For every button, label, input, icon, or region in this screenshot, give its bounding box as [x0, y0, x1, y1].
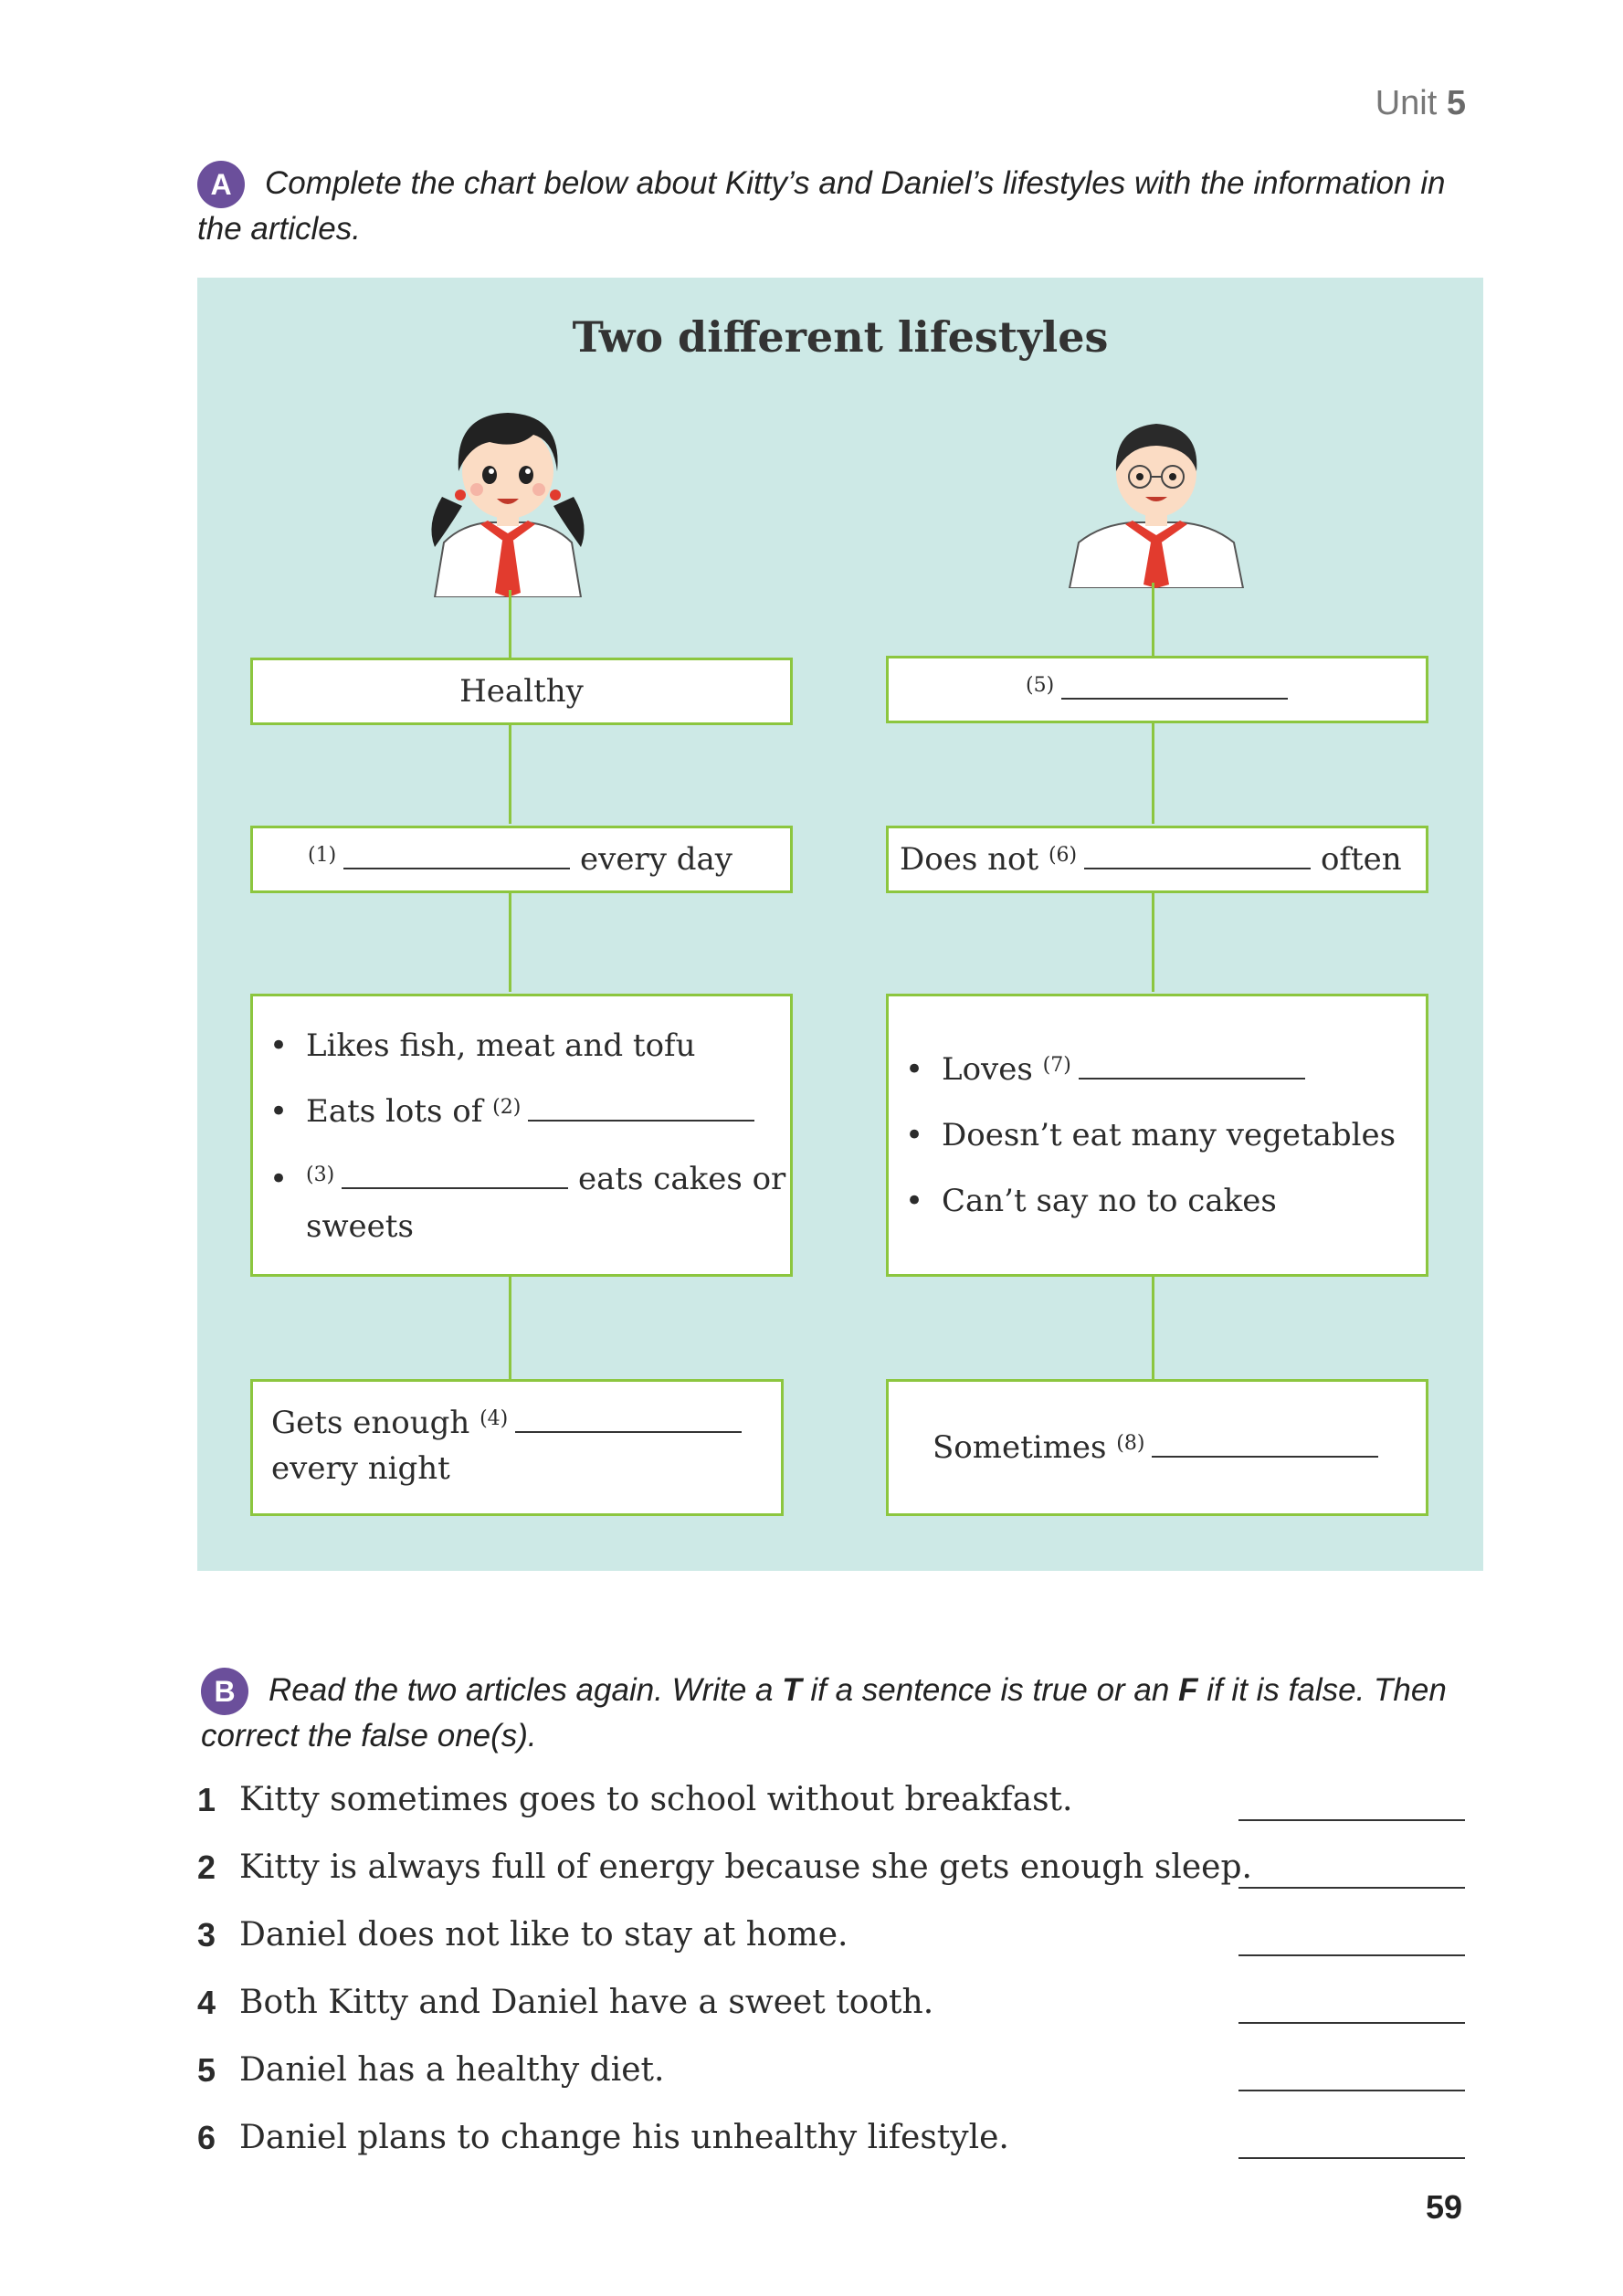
answer-line[interactable] [1238, 2090, 1465, 2091]
unit-word: Unit [1375, 84, 1438, 122]
list-item [889, 1102, 1426, 1168]
daniel-box-2 [886, 826, 1428, 893]
question-number: 6 [197, 2119, 216, 2156]
daniel-box-3 [886, 994, 1428, 1277]
answer-blank-1[interactable] [343, 840, 570, 869]
kitty-box-4-text: Gets enough [271, 1405, 470, 1441]
list-item [253, 1079, 790, 1144]
answer-line[interactable] [1238, 1887, 1465, 1889]
daniel-box-4 [886, 1379, 1428, 1516]
answer-blank-6[interactable] [1084, 840, 1311, 869]
false-letter: F [1178, 1672, 1198, 1708]
list-item-text: Eats lots of [306, 1093, 483, 1130]
answer-line[interactable] [1238, 2022, 1465, 2024]
blank-number: (5) [1026, 674, 1055, 697]
question-number: 3 [197, 1916, 216, 1954]
blank-number: (4) [480, 1407, 509, 1430]
answer-blank-4[interactable] [515, 1404, 742, 1433]
section-b-badge: B [201, 1668, 248, 1715]
daniel-box-4-text: Sometimes [933, 1429, 1107, 1466]
list-item [889, 1168, 1426, 1234]
list-item [253, 1013, 790, 1079]
list-item-text: eats cakes or sweets [306, 1161, 786, 1245]
question-number: 1 [197, 1781, 216, 1818]
section-a-badge: A [197, 161, 245, 208]
answer-blank-8[interactable] [1152, 1428, 1378, 1458]
answer-blank-2[interactable] [528, 1092, 754, 1122]
question-text: Kitty sometimes goes to school without breakfast. [239, 1781, 1073, 1818]
question-text: Kitty is always full of energy because she gets enough sleep. [239, 1848, 1252, 1886]
list-item-text: Loves [942, 1051, 1033, 1088]
daniel-box-2-text-2: often [1320, 841, 1402, 878]
question-row [197, 1984, 1476, 2035]
connector-line [1152, 583, 1154, 656]
connector-line [509, 590, 511, 658]
blank-number: (1) [308, 844, 337, 867]
question-number: 4 [197, 1984, 216, 2021]
question-row [197, 1916, 1476, 1967]
daniel-box-2-text: Does not [900, 841, 1039, 878]
list-item [889, 1037, 1426, 1102]
daniel-box-1 [886, 656, 1428, 723]
blank-number: (7) [1042, 1054, 1071, 1077]
answer-blank-5[interactable] [1061, 670, 1288, 700]
answer-blank-3[interactable] [342, 1160, 568, 1189]
connector-line [509, 891, 511, 992]
instruction-text: Read the two articles again. Write a [269, 1672, 774, 1708]
connector-line [1152, 891, 1154, 992]
kitty-box-4-text-2: every night [271, 1450, 450, 1487]
answer-line[interactable] [1238, 1954, 1465, 1956]
kitty-box-1-text: Healthy [459, 673, 584, 710]
kitty-box-2 [250, 826, 793, 893]
question-text: Daniel plans to change his unhealthy lifestyle. [239, 2119, 1009, 2156]
section-a-instruction: Complete the chart below about Kitty’s and Daniel’s lifestyles with the information in the articles. [197, 165, 1446, 247]
section-b-instruction [201, 1668, 1489, 1759]
question-row [197, 2051, 1476, 2102]
connector-line [509, 723, 511, 824]
question-text: Both Kitty and Daniel have a sweet tooth. [239, 1984, 934, 2021]
answer-line[interactable] [1238, 1819, 1465, 1821]
daniel-illustration [1065, 396, 1248, 588]
question-number: 2 [197, 1848, 216, 1886]
list-item [253, 1144, 790, 1250]
kitty-box-1 [250, 658, 793, 725]
list-item-text: Doesn’t eat many vegetables [942, 1117, 1396, 1153]
kitty-box-2-text: every day [579, 841, 732, 878]
question-row [197, 1848, 1476, 1900]
question-row [197, 1781, 1476, 1832]
connector-line [1152, 1277, 1154, 1379]
chart-title: Two different lifestyles [572, 312, 1109, 362]
blank-number: (6) [1048, 844, 1078, 867]
answer-blank-7[interactable] [1079, 1050, 1305, 1080]
answer-line[interactable] [1238, 2157, 1465, 2159]
question-row [197, 2119, 1476, 2170]
blank-number: (3) [306, 1164, 335, 1186]
connector-line [1152, 721, 1154, 824]
question-number: 5 [197, 2051, 216, 2089]
kitty-box-4 [250, 1379, 784, 1516]
instruction-text: if a sentence is true or an [810, 1672, 1170, 1708]
true-letter: T [782, 1672, 802, 1708]
unit-label [1375, 84, 1466, 123]
blank-number: (8) [1116, 1432, 1145, 1455]
blank-number: (2) [492, 1096, 522, 1119]
list-item-text: Likes fish, meat and tofu [306, 1027, 696, 1064]
unit-number: 5 [1446, 84, 1466, 122]
kitty-box-3 [250, 994, 793, 1277]
instruction-text: if it is false. Then correct the false one(s). [201, 1672, 1447, 1754]
lifestyle-chart [197, 278, 1483, 1571]
question-text: Daniel does not like to stay at home. [239, 1916, 848, 1954]
kitty-illustration [426, 387, 590, 597]
page-number: 59 [1425, 2188, 1462, 2226]
question-text: Daniel has a healthy diet. [239, 2051, 665, 2089]
connector-line [509, 1277, 511, 1379]
list-item-text: Can’t say no to cakes [942, 1183, 1277, 1219]
